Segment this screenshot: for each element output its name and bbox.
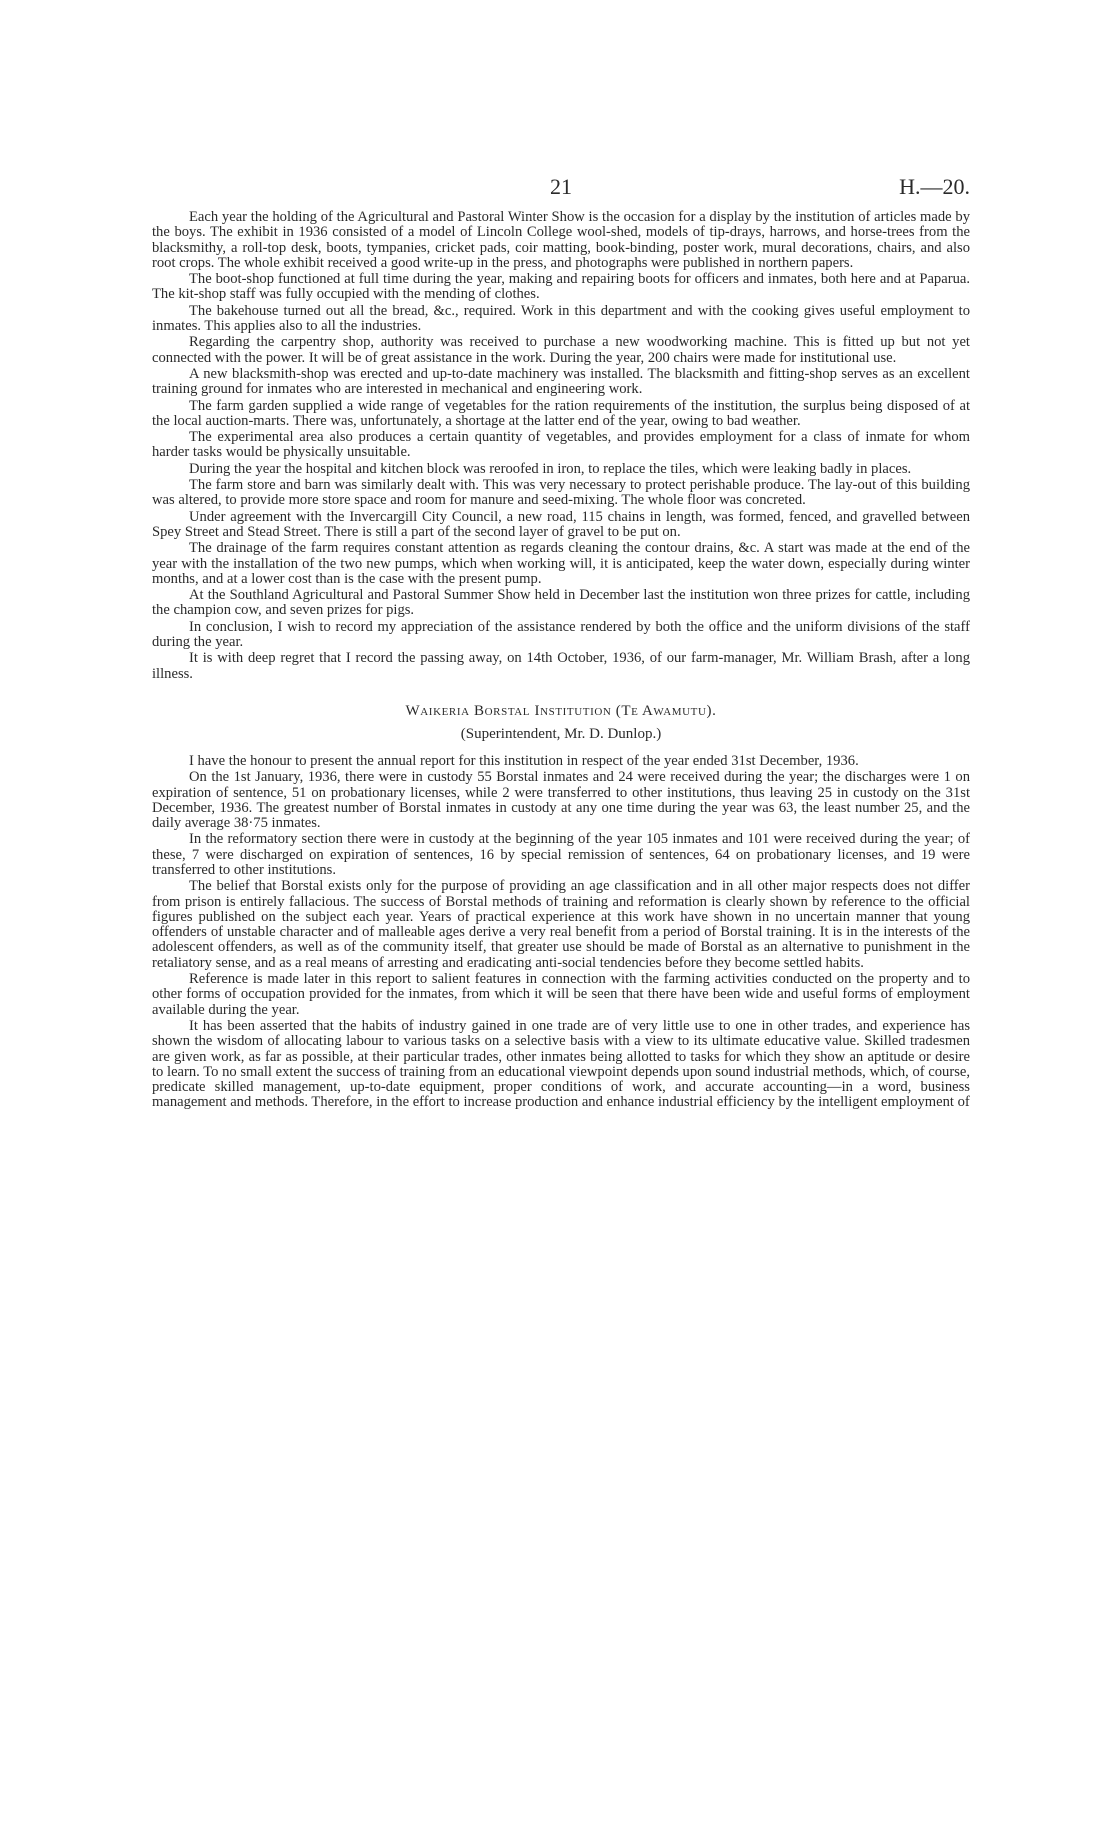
- paragraph-farm-garden: The farm garden supplied a wide range of vegetables for the ration requirements of the institution, the surplus being disposed of at the local auction-marts. There was, unfortunately, a shortage at the latter end of the year, owing to bad weather.: [152, 397, 970, 429]
- section-subtitle: (Superintendent, Mr. D. Dunlop.): [460, 725, 662, 742]
- section-title: Waikeria Borstal Institution (Te Awamutu).: [405, 702, 717, 719]
- page-header: [152, 170, 970, 210]
- paragraph-reformatory-section: In the reformatory section there were in custody at the beginning of the year 105 inmates and 101 were received during the year; of these, 7 were discharged on expiration of sentences, 16 by special remission of sentences, 64 on probationary licenses, and 19 were transferred to other institutions.: [152, 831, 970, 878]
- paragraph-drainage: The drainage of the farm requires constant attention as regards cleaning the contour drains, &c. A start was made at the end of the year with the installation of the two new pumps, which when working will, it is anticipated, keep the water down, especially during winter months, and at a lower cost than is the case with the present pump.: [152, 540, 970, 587]
- paragraph-carpentry: Regarding the carpentry shop, authority was received to purchase a new woodworking machine. This is fitted up but not yet connected with the power. It will be of great assistance in the work. During the year, 200 chairs were made for institutional use.: [152, 334, 970, 366]
- paragraph-obituary: It is with deep regret that I record the passing away, on 14th October, 1936, of our farm-manager, Mr. William Brash, after a long illness.: [152, 650, 970, 682]
- paragraph-experimental-area: The experimental area also produces a certain quantity of vegetables, and provides employment for a class of inmate for whom harder tasks would be physically unsuitable.: [152, 429, 970, 461]
- paragraph-boot-shop: The boot-shop functioned at full time during the year, making and repairing boots for officers and inmates, both here and at Paparua. The kit-shop staff was fully occupied with the mending of clothes.: [152, 271, 970, 303]
- document-reference: H.—20.: [899, 174, 970, 199]
- document-page: [152, 170, 970, 1112]
- paragraph-borstal-belief: The belief that Borstal exists only for the purpose of providing an age classification and in all other major respects does not differ from prison is entirely fallacious. The success of Borstal methods of training and reformation is clearly shown by reference to the official figures published on the subject each year. Years of practical experience at this work have shown in no uncertain manner that young offenders of unstable character and of malleable ages derive a very real benefit from a period of Borstal training. It is in the interests of the adolescent offenders, as well as of the community itself, that greater use should be made of Borstal as an alternative to punishment in the retaliatory sense, and as a real means of arresting and eradicating anti-social tendencies before they become settled habits.: [152, 878, 970, 971]
- paragraph-road: Under agreement with the Invercargill City Council, a new road, 115 chains in length, was formed, fenced, and gravelled between Spey Street and Stead Street. There is still a part of the second layer of gravel to be put on.: [152, 508, 970, 540]
- paragraph-blacksmith: A new blacksmith-shop was erected and up-to-date machinery was installed. The blacksmith and fitting-shop serves as an excellent training ground for inmates who are interested in mechanical and engineering work.: [152, 365, 970, 398]
- waikeria-report: [152, 754, 970, 1111]
- paragraph-conclusion: In conclusion, I wish to record my appreciation of the assistance rendered by both the office and the uniform divisions of the staff during the year.: [152, 618, 970, 651]
- report-continuation: [152, 210, 970, 682]
- paragraph-winter-show: Each year the holding of the Agricultural and Pastoral Winter Show is the occasion for a display by the institution of articles made by the boys. The exhibit in 1936 consisted of a model of Lincoln College wool-shed, models of tip-drays, harrows, and horse-trees from the blacksmithy, a roll-top desk, boots, tympanies, cricket pads, coir matting, book-binding, poster work, mural decorations, chairs, and also root crops. The whole exhibit received a good write-up in the press, and photographs were published in northern papers.: [152, 209, 970, 271]
- paragraph-bakehouse: The bakehouse turned out all the bread, &c., required. Work in this department and with the cooking gives useful employment to inmates. This applies also to all the industries.: [152, 302, 970, 335]
- paragraph-farming-reference: Reference is made later in this report to salient features in connection with the farming activities conducted on the property and to other forms of occupation provided for the inmates, from which it will be seen that there have been wide and useful forms of employment available during the year.: [152, 971, 970, 1018]
- paragraph-industry-habits: It has been asserted that the habits of industry gained in one trade are of very little use to one in other trades, and experience has shown the wisdom of allocating labour to various tasks on a selective basis with a view to its ultimate educative value. Skilled tradesmen are given work, as far as possible, at their particular trades, other inmates being allotted to tasks for which they show an aptitude or desire to learn. To no small extent the success of training from an educational viewpoint depends upon sound industrial methods, which, of course, predicate skilled management, up-to-date equipment, proper conditions of work, and accurate accounting—in a word, business management and methods. Therefore, in the effort to increase production and enhance industrial efficiency by the intelligent employment of: [152, 1017, 970, 1111]
- paragraph-summer-show: At the Southland Agricultural and Pastoral Summer Show held in December last the institution won three prizes for cattle, including the champion cow, and seven prizes for pigs.: [152, 587, 970, 619]
- paragraph-introduction: I have the honour to present the annual report for this institution in respect of the year ended 31st December, 1936.: [189, 752, 859, 769]
- paragraph-borstal-custody: On the 1st January, 1936, there were in custody 55 Borstal inmates and 24 were received during the year; the discharges were 1 on expiration of sentence, 51 on probationary licenses, while 2 were transferred to other institutions, thus leaving 25 in custody on the 31st December, 1936. The greatest number of Borstal inmates in custody at any one time during the year was 63, the least number 25, and the daily average 38·75 inmates.: [152, 769, 970, 832]
- paragraph-farm-store: The farm store and barn was similarly dealt with. This was very necessary to protect perishable produce. The lay-out of this building was altered, to provide more store space and room for manure and seed-mixing. The whole floor was concreted.: [152, 477, 970, 509]
- paragraph-hospital-reroof: During the year the hospital and kitchen block was reroofed in iron, to replace the tiles, which were leaking badly in places.: [189, 460, 912, 477]
- page-number: 21: [550, 174, 572, 199]
